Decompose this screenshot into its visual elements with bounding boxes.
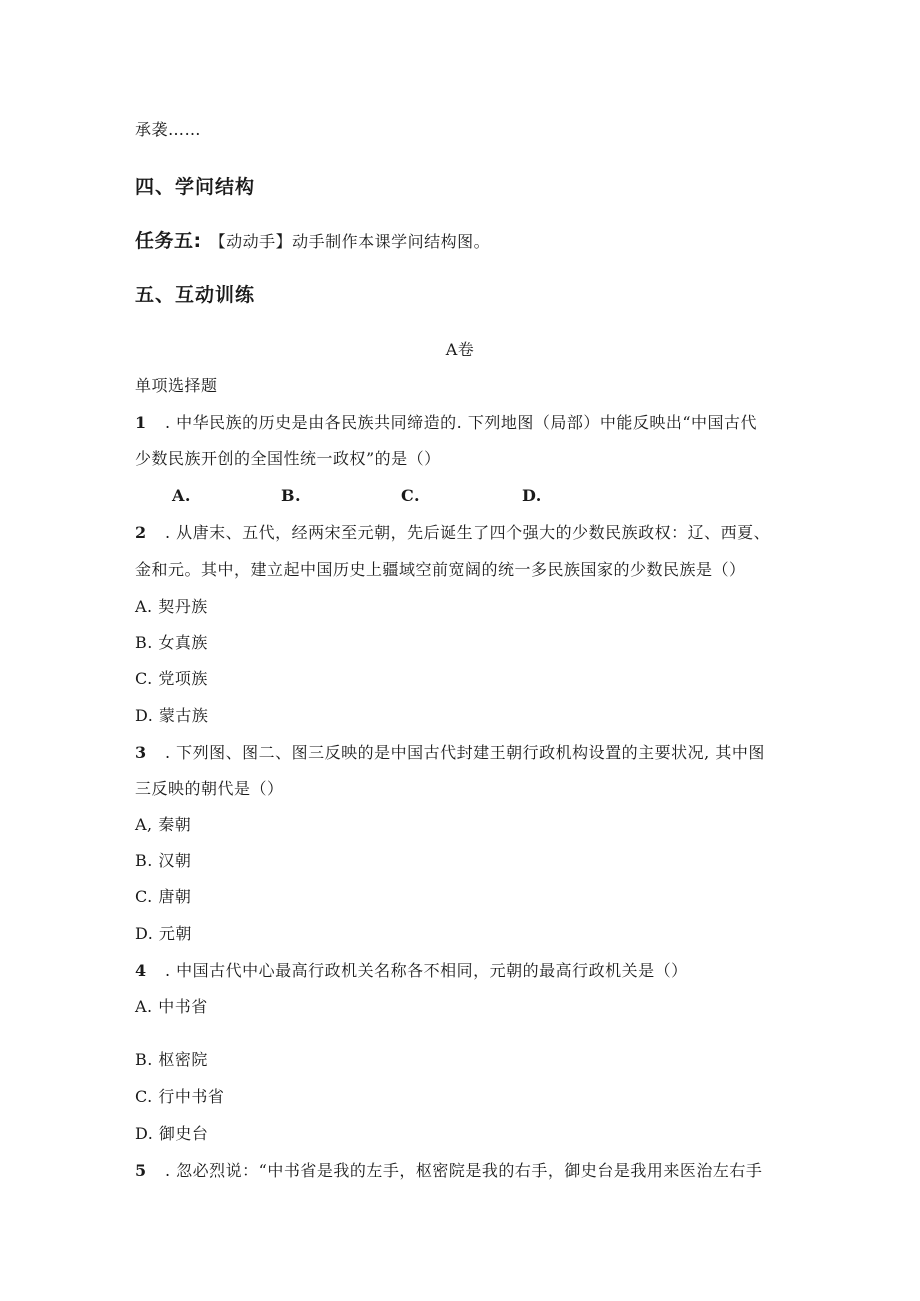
q2-option-c: C. 党项族 — [135, 669, 208, 688]
q4-option-a: A. 中书省 — [135, 997, 208, 1016]
q4-option-b: B. 枢密院 — [135, 1050, 208, 1069]
q1-option-c: C. — [401, 486, 421, 505]
question-3-text-2: 三反映的朝代是（） — [135, 779, 284, 798]
question-4-number: 4 — [135, 961, 147, 980]
question-5-text-1: . 忽必烈说：“中书省是我的左手，枢密院是我的右手，御史台是我用来医治左右手 — [165, 1161, 763, 1180]
question-3-line-1 — [135, 743, 765, 763]
question-5-line-1 — [135, 1161, 762, 1181]
q2-option-b: B. 女真族 — [135, 633, 208, 652]
q3-option-a: A, 秦朝 — [135, 815, 192, 834]
q1-option-d: D. — [522, 486, 542, 505]
question-4-text-1: . 中国古代中心最高行政机关名称各不相同，元朝的最高行政机关是（） — [165, 961, 688, 980]
q1-option-a: A. — [172, 486, 191, 505]
question-2-line-1 — [135, 523, 770, 543]
q4-option-c: C. 行中书省 — [135, 1087, 225, 1106]
question-type-label: 单项选择题 — [135, 376, 218, 395]
task-5-label: 任务五: — [135, 230, 202, 252]
section-4-heading: 四、学问结构 — [135, 176, 256, 198]
q2-option-d: D. 蒙古族 — [135, 706, 209, 725]
task-5 — [135, 231, 490, 252]
question-4-line-1 — [135, 961, 688, 981]
q3-option-b: B. 汉朝 — [135, 851, 192, 870]
q4-option-d: D. 御史台 — [135, 1124, 209, 1143]
q3-option-c: C. 唐朝 — [135, 887, 192, 906]
question-1-line-1 — [135, 413, 757, 433]
question-1-options — [135, 486, 635, 506]
q1-option-b: B. — [281, 486, 302, 505]
question-2-text-2: 金和元。其中，建立起中国历史上疆域空前宽阔的统一多民族国家的少数民族是（） — [135, 560, 746, 579]
question-2-number: 2 — [135, 523, 147, 542]
q3-option-d: D. 元朝 — [135, 924, 192, 943]
question-2-text-1: . 从唐末、五代，经两宋至元朝，先后诞生了四个强大的少数民族政权：辽、西夏、 — [165, 523, 771, 542]
section-5-heading: 五、互动训练 — [135, 284, 256, 306]
question-3-number: 3 — [135, 743, 147, 762]
intro-tail-text: 承袭…… — [135, 120, 202, 139]
question-1-text-2: 少数民族开创的全国性统一政权”的是（） — [135, 449, 441, 468]
question-5-number: 5 — [135, 1161, 147, 1180]
question-1-text-1: . 中华民族的历史是由各民族共同缔造的. 下列地图（局部）中能反映出“中国古代 — [165, 413, 758, 432]
task-5-text: 【动动手】动手制作本课学问结构图。 — [209, 232, 491, 251]
q2-option-a: A. 契丹族 — [135, 597, 208, 616]
paper-title: A卷 — [445, 340, 475, 359]
question-3-text-1: . 下列图、图二、图三反映的是中国古代封建王朝行政机构设置的主要状况, 其中图 — [165, 743, 765, 762]
question-1-number: 1 — [135, 413, 147, 432]
